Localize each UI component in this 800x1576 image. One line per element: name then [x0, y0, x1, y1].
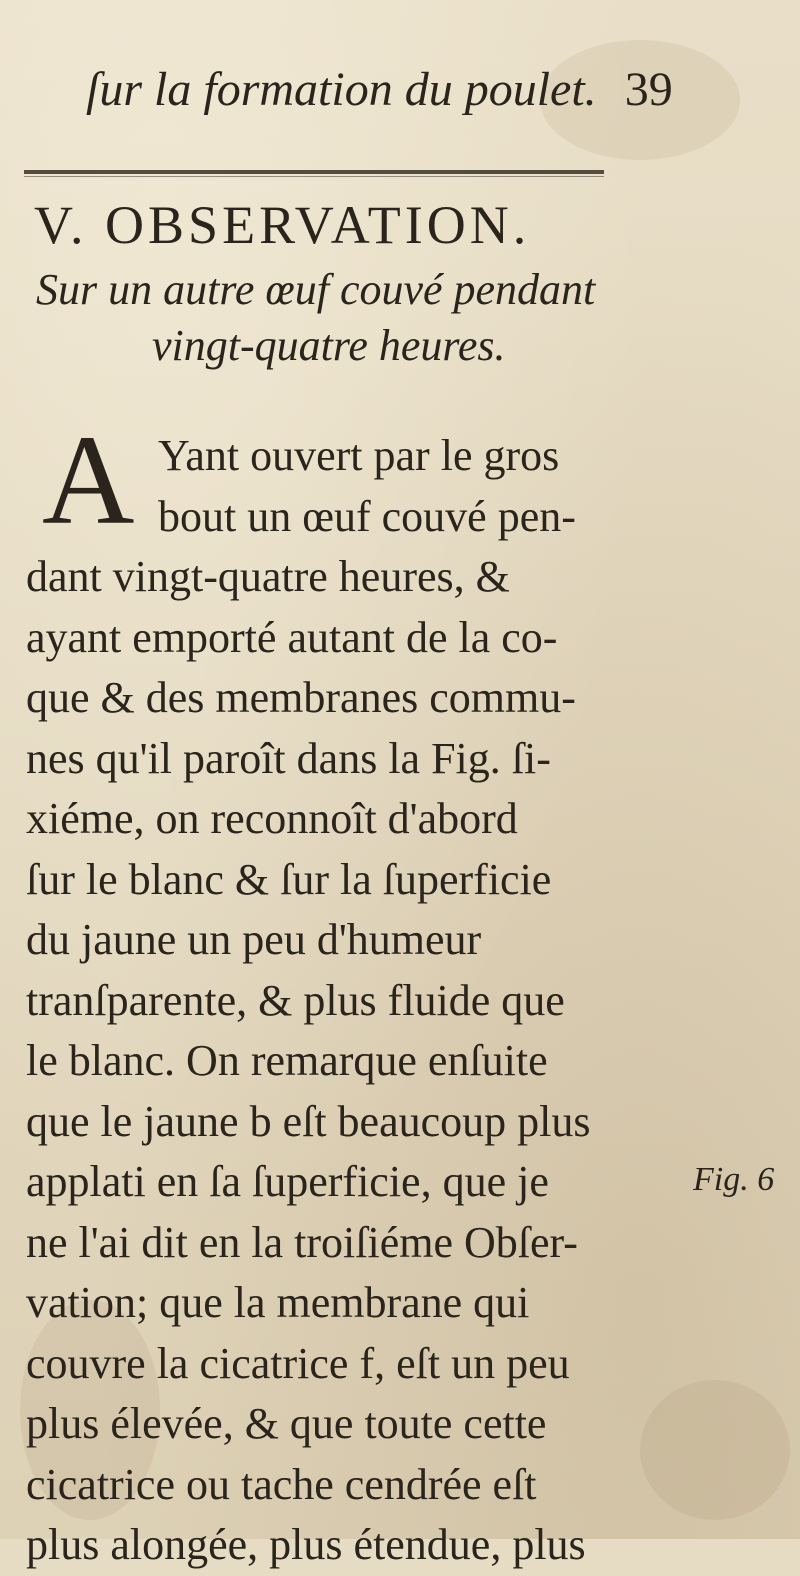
figure-reference: Fig. 6 — [693, 1161, 775, 1198]
subtitle-line: Sur un autre œuf couvé pendant — [36, 265, 596, 314]
text-line: tranſparente, & plus fluide que — [26, 975, 565, 1025]
section-title: V. OBSERVATION. — [34, 195, 531, 255]
running-head-title: ſur la formation du poulet. — [86, 63, 597, 116]
text-line: ne l'ai dit en la troiſiéme Obſer- — [26, 1217, 578, 1267]
subtitle-line: vingt-quatre heures. — [152, 321, 506, 370]
text-line: applati en ſa ſuperficie, que je — [26, 1157, 549, 1206]
text-line: ſur le blanc & ſur la ſuperficie — [26, 854, 552, 904]
text-line: que le jaune b eſt beaucoup plus — [26, 1096, 591, 1146]
body-text — [26, 409, 686, 1576]
text-line: ayant emporté autant de la co- — [26, 612, 558, 662]
text-line: bout un œuf couvé pen- — [158, 491, 576, 541]
page-number: 39 — [624, 63, 673, 116]
section-subtitle — [36, 262, 656, 374]
text-line: que & des membranes commu- — [26, 673, 576, 722]
running-head — [86, 60, 686, 120]
text-line: xiéme, on reconnoît d'abord — [26, 794, 518, 843]
text-line: nes qu'il paroît dans la Fig. ſi- — [26, 733, 551, 783]
header-rule — [24, 170, 604, 174]
text-line: Yant ouvert par le gros — [158, 431, 560, 480]
text-line: du jaune un peu d'humeur — [26, 915, 482, 964]
text-line: vation; que la membrane qui — [26, 1278, 530, 1327]
text-line: plus élevée, & que toute cette — [26, 1399, 547, 1448]
text-line: cicatrice ou tache cendrée eſt — [26, 1459, 537, 1509]
text-line: couvre la cicatrice f, eſt un peu — [26, 1338, 570, 1388]
text-line: dant vingt-quatre heures, & — [26, 552, 510, 601]
drop-cap: A — [42, 409, 135, 551]
header-rule-thin — [24, 176, 604, 177]
text-line: le blanc. On remarque enſuite — [26, 1036, 548, 1085]
text-line: plus alongée, plus étendue, plus — [26, 1520, 586, 1569]
